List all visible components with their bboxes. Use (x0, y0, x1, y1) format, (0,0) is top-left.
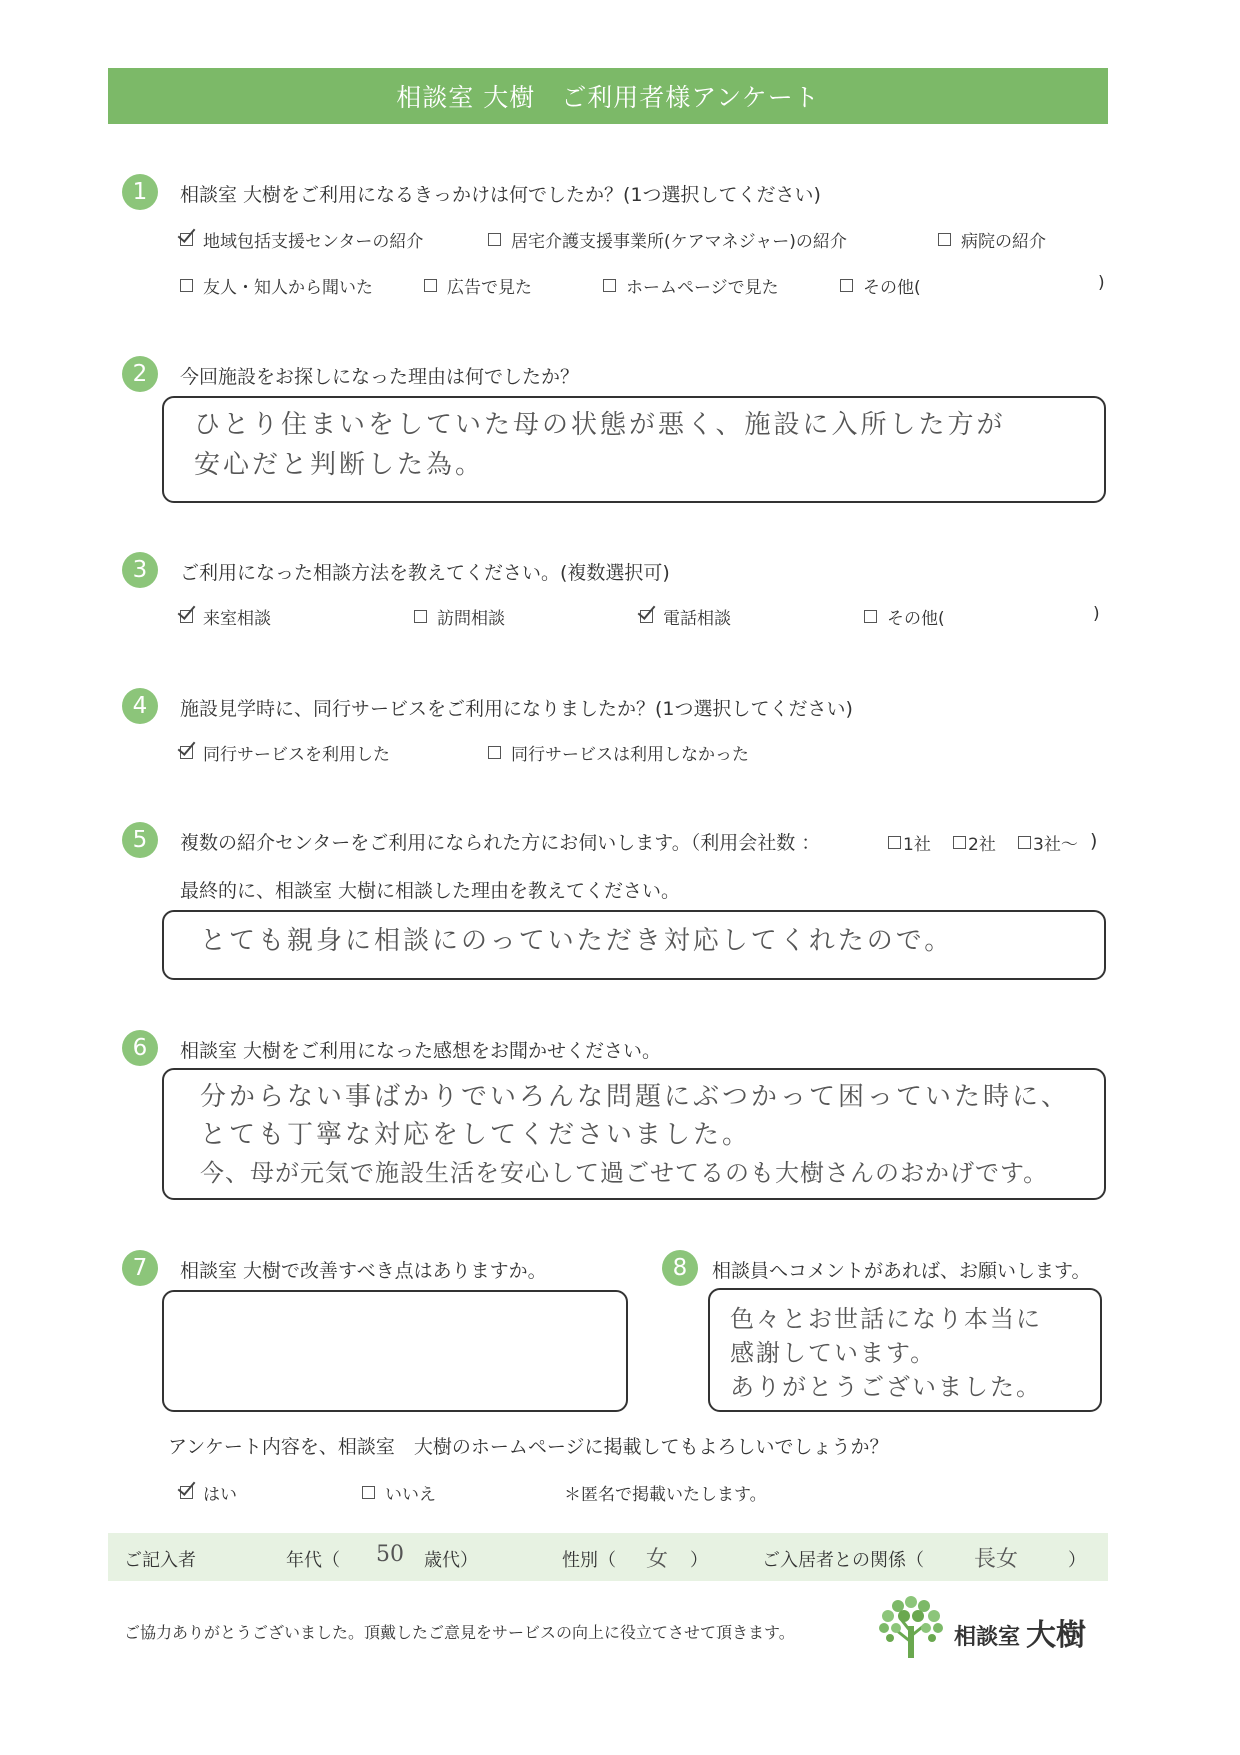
question-8-text: 相談員へコメントがあれば、お願いします。 (712, 1260, 1091, 1282)
q3-option-other[interactable]: その他( (864, 604, 945, 629)
checkbox[interactable] (603, 279, 616, 292)
q3-option-home-visit[interactable]: 訪問相談 (414, 604, 505, 629)
age-suffix: 歳代） (424, 1550, 478, 1571)
q1-option-care-manager[interactable]: 居宅介護支援事業所(ケアマネジャー)の紹介 (488, 227, 847, 252)
checkbox-checked[interactable] (180, 746, 193, 759)
q1-option-hospital[interactable]: 病院の紹介 (938, 227, 1046, 252)
checkbox[interactable] (362, 1486, 375, 1499)
q3-other-close-paren: ) (1093, 604, 1100, 624)
answer-box-2[interactable] (162, 396, 1106, 503)
publish-yes-option[interactable]: はい (180, 1480, 237, 1505)
question-number-8: 8 (662, 1250, 698, 1286)
checkbox[interactable] (488, 746, 501, 759)
answer-6-line-2: とても丁寧な対応をしてくださいました。 (200, 1120, 752, 1150)
question-number-2: 2 (122, 356, 158, 392)
answer-box-8[interactable] (708, 1288, 1102, 1412)
q3-option-visit-office[interactable]: 来室相談 (180, 604, 271, 629)
checkbox[interactable] (424, 279, 437, 292)
gender-close: ） (690, 1550, 708, 1571)
question-3-text: ご利用になった相談方法を教えてください。(複数選択可) (180, 562, 670, 584)
closing-message: ご協力ありがとうございました。頂戴したご意見をサービスの向上に役立てさせて頂きます。 (124, 1623, 795, 1642)
question-6-text: 相談室 大樹をご利用になった感想をお聞かせください。 (180, 1040, 662, 1062)
answer-box-6[interactable] (162, 1068, 1106, 1200)
relation-close: ） (1068, 1550, 1086, 1571)
question-5-text: 複数の紹介センターをご利用になられた方にお伺いします。（利用会社数 ： (180, 832, 821, 854)
question-2-text: 今回施設をお探しになった理由は何でしたか？ (180, 366, 580, 388)
checkbox[interactable] (414, 610, 427, 623)
question-1-text: 相談室 大樹をご利用になるきっかけは何でしたか？(1つ選択してください) (180, 184, 821, 206)
gender-value[interactable]: 女 (646, 1547, 669, 1572)
question-number-1: 1 (122, 174, 158, 210)
checkbox[interactable] (864, 610, 877, 623)
anonymous-note: ＊匿名で掲載いたします。 (564, 1485, 767, 1505)
answer-5-line-1: とても親身に相談にのっていただき対応してくれたので。 (200, 926, 954, 956)
question-number-5: 5 (122, 822, 158, 858)
checkbox[interactable] (888, 836, 901, 849)
publish-question: アンケート内容を、相談室 大樹のホームページに掲載してもよろしいでしょうか？ (168, 1436, 889, 1458)
survey-title: 相談室 大樹 ご利用者様アンケート (108, 68, 1108, 124)
answer-6-line-1: 分からない事ばかりでいろんな問題にぶつかって困っていた時に、 (200, 1082, 1071, 1112)
question-5-subtext: 最終的に、相談室 大樹に相談した理由を教えてください。 (180, 880, 681, 902)
logo-prefix: 相談室 (954, 1625, 1021, 1650)
writer-label: ご記入者 (124, 1550, 196, 1571)
q1-option-community-center[interactable]: 地域包括支援センターの紹介 (180, 227, 423, 252)
q5-company-1[interactable]: 1社 (888, 830, 931, 855)
checkbox-checked[interactable] (180, 233, 193, 246)
answer-8-line-1: 色々とお世話になり本当に (730, 1305, 1042, 1333)
question-4-text: 施設見学時に、同行サービスをご利用になりましたか？(1つ選択してください) (180, 698, 853, 720)
answer-8-line-2: 感謝しています。 (730, 1339, 937, 1367)
question-number-3: 3 (122, 552, 158, 588)
publish-no-option[interactable]: いいえ (362, 1480, 436, 1505)
checkbox[interactable] (938, 233, 951, 246)
question-number-7: 7 (122, 1250, 158, 1286)
q3-option-phone[interactable]: 電話相談 (640, 604, 731, 629)
relation-value[interactable]: 長女 (974, 1547, 1019, 1572)
q4-option-used[interactable]: 同行サービスを利用した (180, 740, 390, 765)
q4-option-not-used[interactable]: 同行サービスは利用しなかった (488, 740, 749, 765)
q1-option-homepage[interactable]: ホームページで見た (603, 273, 779, 298)
question-number-4: 4 (122, 688, 158, 724)
checkbox[interactable] (840, 279, 853, 292)
checkbox-checked[interactable] (180, 1486, 193, 1499)
question-7-text: 相談室 大樹で改善すべき点はありますか。 (180, 1260, 547, 1282)
answer-8-line-3: ありがとうございました。 (730, 1373, 1042, 1401)
answer-box-7[interactable] (162, 1290, 628, 1412)
answer-box-5[interactable] (162, 910, 1106, 980)
checkbox[interactable] (1018, 836, 1031, 849)
age-label: 年代（ (286, 1550, 340, 1571)
gender-label: 性別（ (562, 1550, 616, 1571)
answer-6-line-3: 今、母が元気で施設生活を安心して過ごせてるのも大樹さんのおかげです。 (200, 1159, 1049, 1187)
tree-logo-icon (876, 1592, 946, 1660)
q1-option-advertisement[interactable]: 広告で見た (424, 273, 532, 298)
question-number-6: 6 (122, 1030, 158, 1066)
answer-2-line-1: ひとり住まいをしていた母の状態が悪く、施設に入所した方が (194, 410, 1006, 440)
relation-label: ご入居者との関係（ (762, 1550, 924, 1571)
checkbox[interactable] (953, 836, 966, 849)
logo-name: 大樹 (1026, 1618, 1086, 1653)
checkbox-checked[interactable] (640, 610, 653, 623)
q1-option-friend[interactable]: 友人・知人から聞いた (180, 273, 373, 298)
checkbox[interactable] (180, 279, 193, 292)
age-value[interactable]: 50 (376, 1542, 404, 1567)
checkbox-checked[interactable] (180, 610, 193, 623)
checkbox[interactable] (488, 233, 501, 246)
q1-option-other[interactable]: その他( (840, 273, 921, 298)
answer-2-line-2: 安心だと判断した為。 (194, 450, 485, 480)
q5-company-3[interactable]: 3社～ (1018, 830, 1078, 855)
q1-other-close-paren: ) (1098, 273, 1105, 293)
q5-company-2[interactable]: 2社 (953, 830, 996, 855)
q5-close-paren: ) (1090, 830, 1098, 852)
